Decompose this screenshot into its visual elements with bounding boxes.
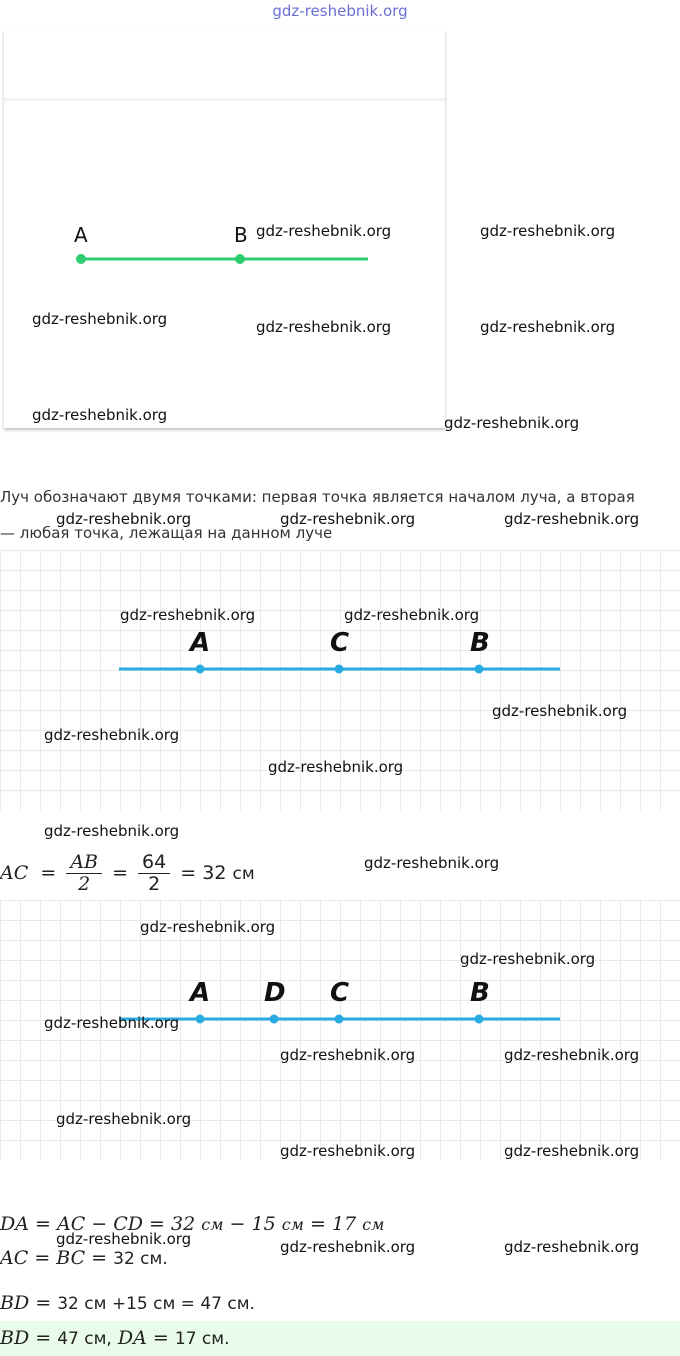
point-c [335,665,344,674]
watermark: gdz-reshebnik.org [504,1046,640,1064]
point-a [196,665,205,674]
fraction-ab-num: AB [66,852,102,874]
watermark: gdz-reshebnik.org [280,1046,416,1064]
description-line-1: Луч обозначают двумя точками: первая точка является началом луча, а вторая [0,488,635,506]
formula-bd: BD = 32 см +15 см = 47 см. [0,1292,255,1314]
watermark: gdz-reshebnik.org [44,822,180,840]
watermark: gdz-reshebnik.org [256,222,392,240]
label-a: A [190,978,211,1008]
watermark: gdz-reshebnik.org [56,510,192,528]
fraction-64-num: 64 [138,852,170,874]
description-line-2: — любая точка, лежащая на данном луче [0,524,333,542]
label-c: C [330,628,350,658]
label-c: C [330,978,350,1008]
label-d: D [264,978,286,1008]
watermark: gdz-reshebnik.org [44,726,180,744]
watermark: gdz-reshebnik.org [444,414,580,432]
formula-ac-result: 32 [202,861,227,884]
point-a [76,254,86,264]
watermark: gdz-reshebnik.org [280,1238,416,1256]
point-b [475,1015,484,1024]
label-a: A [190,628,211,658]
watermark: gdz-reshebnik.org [460,950,596,968]
label-a: A [74,223,88,247]
watermark: gdz-reshebnik.org [256,318,392,336]
formula-ac-bc: AC = BC = 32 см. [0,1247,168,1269]
watermark: gdz-reshebnik.org [32,310,168,328]
watermark: gdz-reshebnik.org [504,1142,640,1160]
watermark: gdz-reshebnik.org [504,1238,640,1256]
watermark: gdz-reshebnik.org [504,510,640,528]
fraction-ab-over-2 [66,852,102,895]
watermark: gdz-reshebnik.org [492,702,628,720]
label-b: B [234,223,248,247]
watermark: gdz-reshebnik.org [280,510,416,528]
point-a [196,1015,205,1024]
point-d [270,1015,279,1024]
watermark: gdz-reshebnik.org [480,222,616,240]
watermark: gdz-reshebnik.org [120,606,256,624]
point-b [235,254,245,264]
formula-da: DA = AC − CD = 32 см − 15 см = 17 см [0,1213,385,1235]
fraction-64-over-2 [138,852,170,895]
formula-ac-unit: см [232,863,255,884]
fraction-64-den: 2 [148,872,161,895]
answer: BD = 47 см, DA = 17 см. [0,1327,230,1349]
watermark: gdz-reshebnik.org [280,1142,416,1160]
site-header[interactable]: gdz-reshebnik.org [272,2,408,20]
watermark: gdz-reshebnik.org [56,1110,192,1128]
point-c [335,1015,344,1024]
formula-ac: AC = $\frac{AB}{2}$ = $\frac{64}{2}$ = 32 см [0,851,255,895]
watermark: gdz-reshebnik.org [140,918,276,936]
watermark: gdz-reshebnik.org [480,318,616,336]
watermark: gdz-reshebnik.org [364,854,500,872]
fraction-ab-den: 2 [78,872,91,895]
watermark: gdz-reshebnik.org [268,758,404,776]
formula-ac-lhs: AC [0,861,29,884]
formula-da-lhs: DA [0,1213,29,1235]
watermark: gdz-reshebnik.org [32,406,168,424]
label-b: B [470,628,490,658]
label-b: B [470,978,490,1008]
watermark: gdz-reshebnik.org [344,606,480,624]
watermark: gdz-reshebnik.org [44,1014,180,1032]
point-b [475,665,484,674]
watermark: gdz-reshebnik.org [56,1230,192,1248]
